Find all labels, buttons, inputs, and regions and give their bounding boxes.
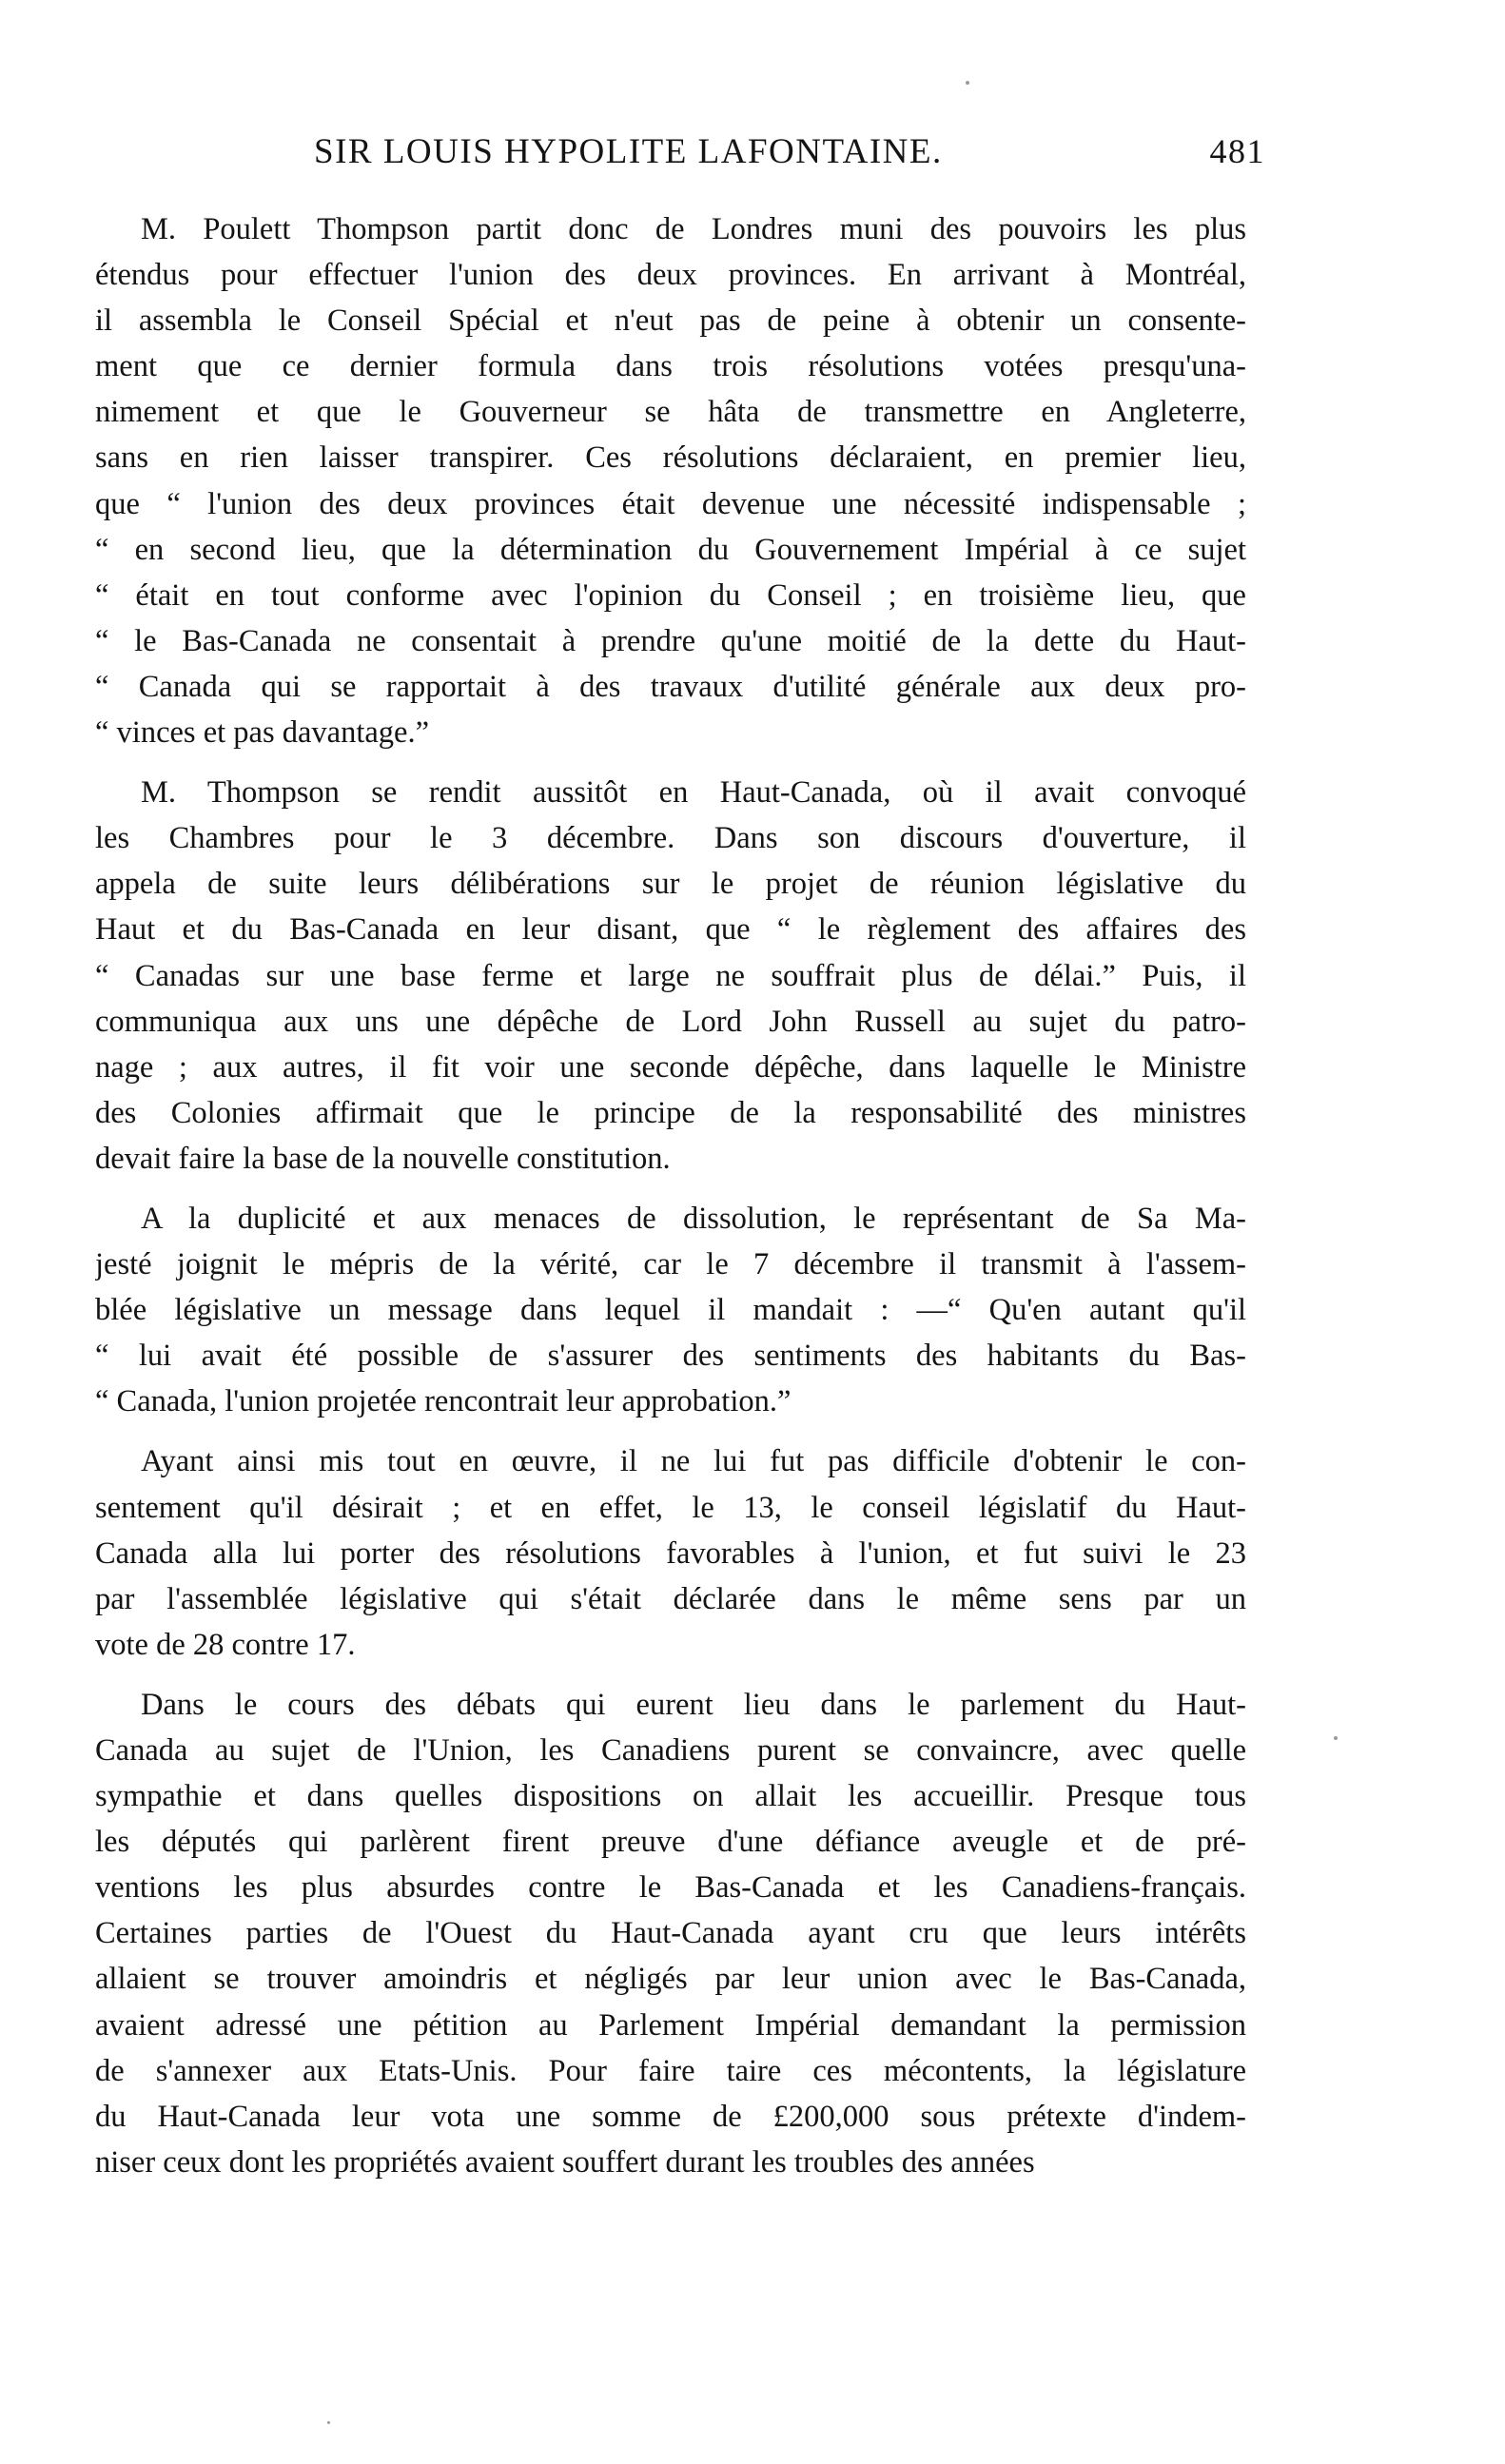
text-line: “ était en tout conforme avec l'opinion du Conseil ; en troisième lieu, que [95, 577, 1246, 613]
print-speck [327, 2421, 330, 2424]
text-line: sympathie et dans quelles dispositions on allait les accueillir. Presque tous [95, 1779, 1246, 1814]
text-line: ment que ce dernier formula dans trois résolutions votées presqu'una- [95, 349, 1246, 384]
text-line: Ayant ainsi mis tout en œuvre, il ne lui fut pas difficile d'obtenir le con- [141, 1444, 1246, 1479]
text-line: “ en second lieu, que la détermination du Gouvernement Impérial à ce sujet [95, 532, 1246, 567]
text-line: jesté joignit le mépris de la vérité, car le 7 décembre il transmit à l'assem- [95, 1247, 1246, 1282]
text-line: “ le Bas-Canada ne consentait à prendre qu'une moitié de la dette du Haut- [95, 623, 1246, 658]
text-line: les députés qui parlèrent firent preuve d'une défiance aveugle et de pré- [95, 1825, 1246, 1860]
text-line: Certaines parties de l'Ouest du Haut-Canada ayant cru que leurs intérêts [95, 1916, 1246, 1951]
paragraph [95, 770, 1246, 1182]
page-body [95, 206, 1246, 2185]
text-line: Canada au sujet de l'Union, les Canadiens purent se convaincre, avec quelle [95, 1733, 1246, 1768]
text-line: blée législative un message dans lequel il mandait : —“ Qu'en autant qu'il [95, 1293, 1246, 1328]
text-line: nimement et que le Gouverneur se hâta de transmettre en Angleterre, [95, 395, 1246, 430]
text-line: devait faire la base de la nouvelle constitution. [95, 1141, 671, 1176]
text-line: communiqua aux uns une dépêche de Lord John Russell au sujet du patro- [95, 1004, 1246, 1039]
text-line: appela de suite leurs délibérations sur le projet de réunion législative du [95, 867, 1246, 902]
text-line: de s'annexer aux Etats-Unis. Pour faire taire ces mécontents, la législature [95, 2053, 1246, 2088]
text-line: “ vinces et pas davantage.” [95, 715, 430, 751]
page-header [314, 131, 1265, 179]
text-line: allaient se trouver amoindris et négligés par leur union avec le Bas-Canada, [95, 1962, 1246, 1997]
text-line: Haut et du Bas-Canada en leur disant, que “ le règlement des affaires des [95, 912, 1246, 948]
text-line: M. Thompson se rendit aussitôt en Haut-Canada, où il avait convoqué [141, 775, 1246, 811]
text-line: ventions les plus absurdes contre le Bas-Canada et les Canadiens-français. [95, 1870, 1246, 1906]
text-line: les Chambres pour le 3 décembre. Dans son discours d'ouverture, il [95, 821, 1246, 856]
print-speck [966, 81, 969, 85]
text-line: A la duplicité et aux menaces de dissolution, le représentant de Sa Ma- [141, 1201, 1246, 1236]
paragraph [95, 1682, 1246, 2185]
text-line: M. Poulett Thompson partit donc de Londres muni des pouvoirs les plus [141, 212, 1246, 246]
text-line: Dans le cours des débats qui eurent lieu dans le parlement du Haut- [141, 1687, 1246, 1722]
paragraph [95, 1196, 1246, 1424]
text-line: avaient adressé une pétition au Parlement Impérial demandant la permission [95, 2007, 1246, 2043]
running-title: SIR LOUIS HYPOLITE LAFONTAINE. [314, 132, 943, 171]
paragraph [95, 1438, 1246, 1667]
text-line: il assembla le Conseil Spécial et n'eut pas de peine à obtenir un consente- [95, 303, 1246, 339]
text-line: sans en rien laisser transpirer. Ces résolutions déclaraient, en premier lieu, [95, 440, 1246, 476]
text-line: que “ l'union des deux provinces était devenue une nécessité indispensable ; [95, 486, 1246, 521]
text-line: par l'assemblée législative qui s'était déclarée dans le même sens par un [95, 1581, 1246, 1616]
print-speck [1334, 1736, 1338, 1740]
text-line: sentement qu'il désirait ; et en effet, le 13, le conseil législatif du Haut- [95, 1490, 1246, 1525]
text-line: nage ; aux autres, il fit voir une seconde dépêche, dans laquelle le Ministre [95, 1049, 1246, 1085]
text-line: “ Canadas sur une base ferme et large ne souffrait plus de délai.” Puis, il [95, 958, 1246, 993]
text-line: vote de 28 contre 17. [95, 1627, 356, 1662]
text-line: niser ceux dont les propriétés avaient souffert durant les troubles des années [95, 2144, 1035, 2180]
paragraph [95, 206, 1246, 755]
page-number: 481 [1209, 132, 1265, 170]
text-line: “ Canada qui se rapportait à des travaux d'utilité générale aux deux pro- [95, 669, 1246, 704]
text-line: du Haut-Canada leur vota une somme de £200,000 sous prétexte d'indem- [95, 2099, 1246, 2134]
text-line: des Colonies affirmait que le principe de la responsabilité des ministres [95, 1095, 1246, 1130]
text-line: étendus pour effectuer l'union des deux provinces. En arrivant à Montréal, [95, 258, 1246, 293]
text-line: Canada alla lui porter des résolutions favorables à l'union, et fut suivi le 23 [95, 1535, 1246, 1571]
text-line: “ Canada, l'union projetée rencontrait leur approbation.” [95, 1384, 792, 1419]
text-line: “ lui avait été possible de s'assurer des sentiments des habitants du Bas- [95, 1339, 1246, 1374]
